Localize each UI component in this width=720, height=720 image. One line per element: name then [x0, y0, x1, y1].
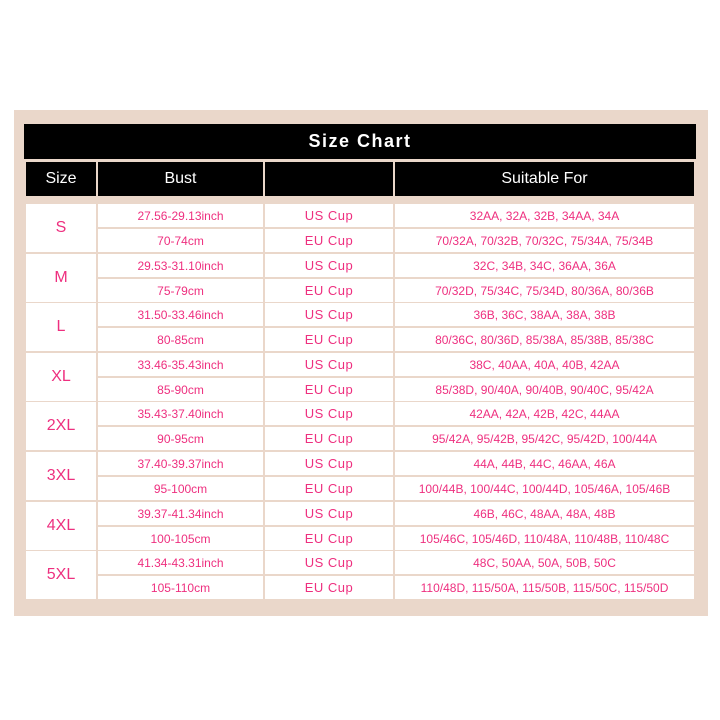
eu-suitable-cell: 80/36C, 80/36D, 85/38A, 85/38B, 85/38C [395, 328, 694, 351]
size-label: 5XL [26, 551, 96, 599]
bust-inch-cell: 29.53-31.10inch [98, 254, 263, 277]
size-label: XL [26, 353, 96, 401]
bust-cm-cell: 95-100cm [98, 477, 263, 500]
size-row-group [24, 303, 696, 351]
us-cup-label: US Cup [265, 254, 393, 277]
eu-suitable-cell: 95/42A, 95/42B, 95/42C, 95/42D, 100/44A [395, 427, 694, 450]
bust-cm-cell: 75-79cm [98, 279, 263, 302]
size-row-group [24, 204, 696, 252]
eu-suitable-cell: 70/32D, 75/34C, 75/34D, 80/36A, 80/36B [395, 279, 694, 302]
us-suitable-cell: 48C, 50AA, 50A, 50B, 50C [395, 551, 694, 574]
size-row-group [24, 502, 696, 550]
us-suitable-cell: 46B, 46C, 48AA, 48A, 48B [395, 502, 694, 525]
bust-inch-cell: 31.50-33.46inch [98, 303, 263, 326]
size-row-group [24, 353, 696, 401]
bust-cm-cell: 90-95cm [98, 427, 263, 450]
us-cup-label: US Cup [265, 551, 393, 574]
us-cup-label: US Cup [265, 353, 393, 376]
size-row-group [24, 254, 696, 302]
bust-cm-cell: 100-105cm [98, 527, 263, 550]
size-row-group [24, 551, 696, 599]
size-label: 3XL [26, 452, 96, 500]
us-suitable-cell: 36B, 36C, 38AA, 38A, 38B [395, 303, 694, 326]
size-label: 4XL [26, 502, 96, 550]
size-label: L [26, 303, 96, 351]
eu-cup-label: EU Cup [265, 527, 393, 550]
bust-inch-cell: 41.34-43.31inch [98, 551, 263, 574]
bust-inch-cell: 37.40-39.37inch [98, 452, 263, 475]
eu-cup-label: EU Cup [265, 279, 393, 302]
us-cup-label: US Cup [265, 502, 393, 525]
us-suitable-cell: 42AA, 42A, 42B, 42C, 44AA [395, 402, 694, 425]
eu-cup-label: EU Cup [265, 229, 393, 252]
us-suitable-cell: 38C, 40AA, 40A, 40B, 42AA [395, 353, 694, 376]
eu-cup-label: EU Cup [265, 427, 393, 450]
eu-suitable-cell: 85/38D, 90/40A, 90/40B, 90/40C, 95/42A [395, 378, 694, 401]
size-label: 2XL [26, 402, 96, 450]
eu-suitable-cell: 110/48D, 115/50A, 115/50B, 115/50C, 115/50D [395, 576, 694, 599]
header-suitable-for: Suitable For [395, 162, 694, 196]
bust-inch-cell: 33.46-35.43inch [98, 353, 263, 376]
us-suitable-cell: 32AA, 32A, 32B, 34AA, 34A [395, 204, 694, 227]
eu-suitable-cell: 100/44B, 100/44C, 100/44D, 105/46A, 105/46B [395, 477, 694, 500]
us-cup-label: US Cup [265, 402, 393, 425]
eu-cup-label: EU Cup [265, 576, 393, 599]
bust-cm-cell: 80-85cm [98, 328, 263, 351]
bust-inch-cell: 27.56-29.13inch [98, 204, 263, 227]
size-row-group [24, 402, 696, 450]
us-cup-label: US Cup [265, 303, 393, 326]
us-cup-label: US Cup [265, 204, 393, 227]
bust-cm-cell: 85-90cm [98, 378, 263, 401]
eu-suitable-cell: 105/46C, 105/46D, 110/48A, 110/48B, 110/48C [395, 527, 694, 550]
bust-inch-cell: 39.37-41.34inch [98, 502, 263, 525]
size-row-group [24, 452, 696, 500]
eu-cup-label: EU Cup [265, 477, 393, 500]
header-size: Size [26, 162, 96, 196]
chart-title: Size Chart [24, 124, 696, 159]
size-label: S [26, 204, 96, 252]
eu-cup-label: EU Cup [265, 378, 393, 401]
us-cup-label: US Cup [265, 452, 393, 475]
eu-suitable-cell: 70/32A, 70/32B, 70/32C, 75/34A, 75/34B [395, 229, 694, 252]
eu-cup-label: EU Cup [265, 328, 393, 351]
us-suitable-cell: 44A, 44B, 44C, 46AA, 46A [395, 452, 694, 475]
bust-cm-cell: 105-110cm [98, 576, 263, 599]
bust-inch-cell: 35.43-37.40inch [98, 402, 263, 425]
us-suitable-cell: 32C, 34B, 34C, 36AA, 36A [395, 254, 694, 277]
size-label: M [26, 254, 96, 302]
header-bust: Bust [98, 162, 263, 196]
bust-cm-cell: 70-74cm [98, 229, 263, 252]
header-cup [265, 162, 393, 196]
